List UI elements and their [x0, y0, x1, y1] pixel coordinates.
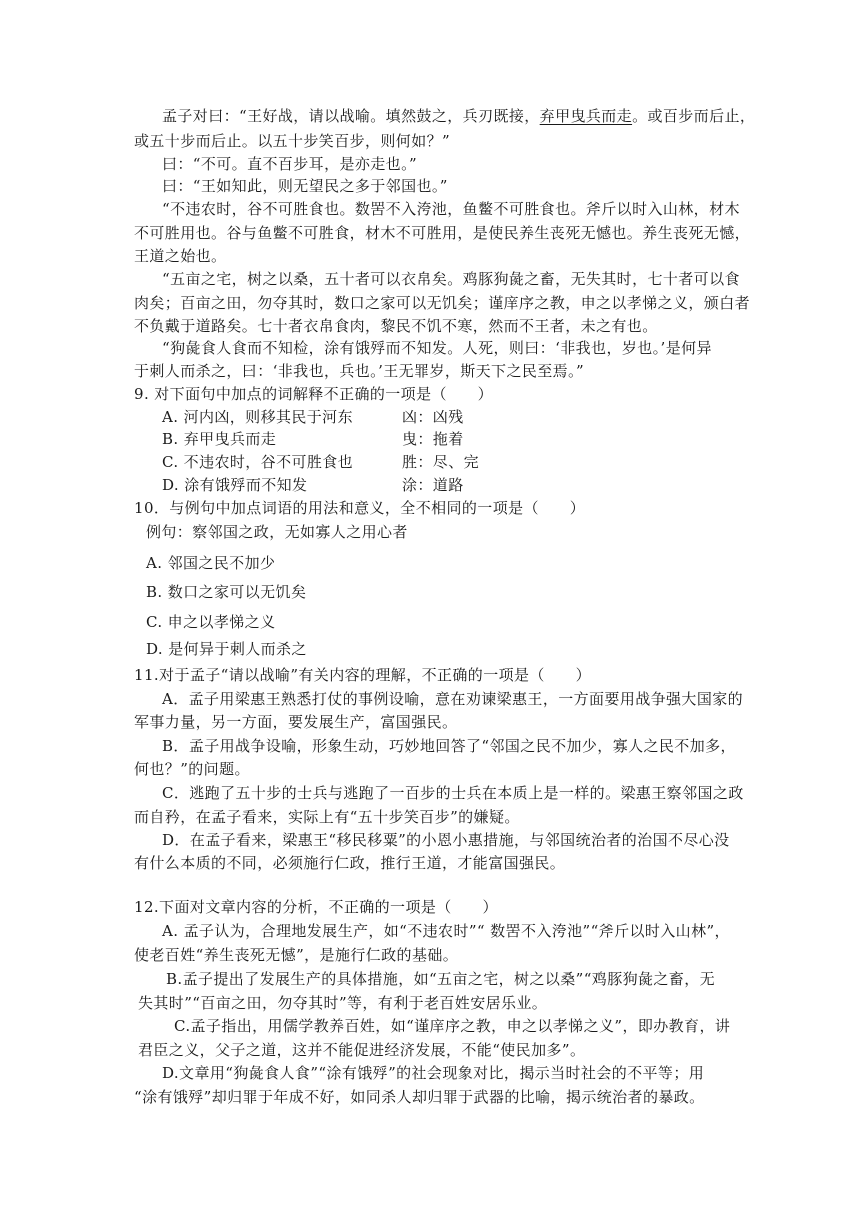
question-9-stem: 9. 对下面句中加点的词解释不正确的一项是（ ） [134, 385, 494, 403]
question-11-option-b-line1: B．孟子用战争设喻，形象生动，巧妙地回答了“邻国之民不加少，寡人之民不加多， [162, 737, 736, 755]
question-11-option-a-line2: 军事力量，另一方面，要发展生产，富国强民。 [134, 713, 458, 731]
question-11-option-b-line2: 何也？”的问题。 [134, 760, 250, 778]
question-12-option-d-line2: “涂有饿殍”却归罪于年成不好，如同杀人却归罪于武器的比喻，揭示统治者的暴政。 [134, 1088, 705, 1106]
question-10-example: 例句：察邻国之政，无如寡人之用心者 [146, 523, 408, 541]
question-9-option-a: A. 河内凶，则移其民于河东 [162, 408, 353, 426]
passage-p2: 曰：“不可。直不百步耳，是亦走也。” [162, 155, 418, 173]
passage-p4-line3: 王道之始也。 [134, 247, 227, 265]
question-12-option-d-line1: D.文章用“狗彘食人食”“涂有饿殍”的社会现象对比，揭示当时社会的不平等；用 [162, 1064, 705, 1082]
passage-p1-line2: 或五十步而后止。以五十步笑百步，则何如？” [134, 132, 451, 150]
passage-p5-line3: 不负戴于道路矣。七十者衣帛食肉，黎民不饥不寒，然而不王者，未之有也。 [134, 317, 658, 335]
question-10-option-d: D. 是何异于刺人而杀之 [146, 640, 307, 658]
question-12-option-c-line1: C.孟子指出，用儒学教养百姓，如“谨庠序之教，申之以孝悌之义”，即办教育，讲 [174, 1017, 731, 1035]
passage-p6-line2: 于刺人而杀之，曰：‘非我也，兵也。’王无罪岁，斯天下之民至焉。” [134, 362, 585, 380]
question-11-option-a-line1: A．孟子用梁惠王熟悉打仗的事例设喻，意在劝谏梁惠王，一方面要用战争强大国家的 [162, 690, 744, 708]
question-9-option-b: B. 弃甲曳兵而走 [162, 430, 277, 448]
passage-p3: 曰：“王如知此，则无望民之多于邻国也。” [162, 177, 448, 195]
question-12-option-b-line2: 失其时”“百亩之田，勿夺其时”等，有利于老百姓安居乐业。 [138, 994, 548, 1012]
question-9-option-b-answer: 曳：拖着 [402, 430, 464, 448]
question-9-option-d: D. 涂有饿殍而不知发 [162, 476, 308, 494]
question-11-option-c-line2: 而自矜，在孟子看来，实际上有“五十步笑百步”的嫌疑。 [134, 808, 520, 826]
passage-p6-line1: “狗彘食人食而不知检，涂有饿殍而不知发。人死，则曰：‘非我也，岁也。’是何异 [162, 339, 712, 357]
question-10-stem: 10．与例句中加点词语的用法和意义，全不相同的一项是（ ） [134, 499, 586, 517]
passage-p5-line1: “五亩之宅，树之以桑，五十者可以衣帛矣。鸡豚狗彘之畜，无失其时，七十者可以食 [162, 270, 740, 288]
question-10-option-c: C. 申之以孝悌之义 [146, 613, 276, 631]
question-12-stem: 12.下面对文章内容的分析，不正确的一项是（ ） [134, 898, 498, 916]
question-12-option-b-line1: B.孟子提出了发展生产的具体措施，如“五亩之宅，树之以桑”“鸡豚狗彘之畜，无 [166, 970, 715, 988]
question-10-option-b: B. 数口之家可以无饥矣 [146, 583, 307, 601]
question-11-option-d-line1: D．在孟子看来，梁惠王“移民移粟”的小恩小惠措施，与邻国统治者的治国不尽心没 [162, 831, 730, 849]
underlined-phrase: 弃甲曳兵而走 [539, 107, 633, 125]
question-9-option-a-answer: 凶：凶残 [402, 408, 464, 426]
question-12-option-a-line1: A. 孟子认为，合理地发展生产，如“不违农时”“ 数罟不入洿池”“斧斤以时入山林”， [162, 922, 730, 940]
question-9-option-c: C. 不违农时，谷不可胜食也 [162, 453, 354, 471]
passage-p1-line1: 孟子对曰：“王好战，请以战喻。填然鼓之，兵刃既接，弃甲曳兵而走。或百步而后止， [162, 107, 756, 125]
question-9-option-d-answer: 涂：道路 [402, 476, 464, 494]
passage-p5-line2: 肉矣；百亩之田，勿夺其时，数口之家可以无饥矣；谨庠序之教，申之以孝悌之义，颁白者 [134, 294, 751, 312]
question-10-option-a: A. 邻国之民不加少 [146, 554, 276, 572]
passage-p4-line1: “不违农时，谷不可胜食也。数罟不入洿池，鱼鳖不可胜食也。斧斤以时入山林，材木 [162, 200, 740, 218]
passage-p4-line2: 不可胜用也。谷与鱼鳖不可胜食，材木不可胜用，是使民养生丧死无憾也。养生丧死无憾， [134, 224, 751, 242]
question-9-option-c-answer: 胜：尽、完 [402, 453, 480, 471]
question-11-stem: 11.对于孟子“请以战喻”有关内容的理解，不正确的一项是（ ） [134, 666, 591, 684]
question-11-option-d-line2: 有什么本质的不同，必须施行仁政，推行王道，才能富国强民。 [134, 854, 566, 872]
question-11-option-c-line1: C．逃跑了五十步的士兵与逃跑了一百步的士兵在本质上是一样的。梁惠王察邻国之政 [162, 784, 744, 802]
question-12-option-a-line2: 使老百姓“养生丧死无憾”，是施行仁政的基础。 [134, 946, 459, 964]
question-12-option-c-line2: 君臣之义，父子之道，这并不能促进经济发展，不能“使民加多”。 [138, 1041, 586, 1059]
